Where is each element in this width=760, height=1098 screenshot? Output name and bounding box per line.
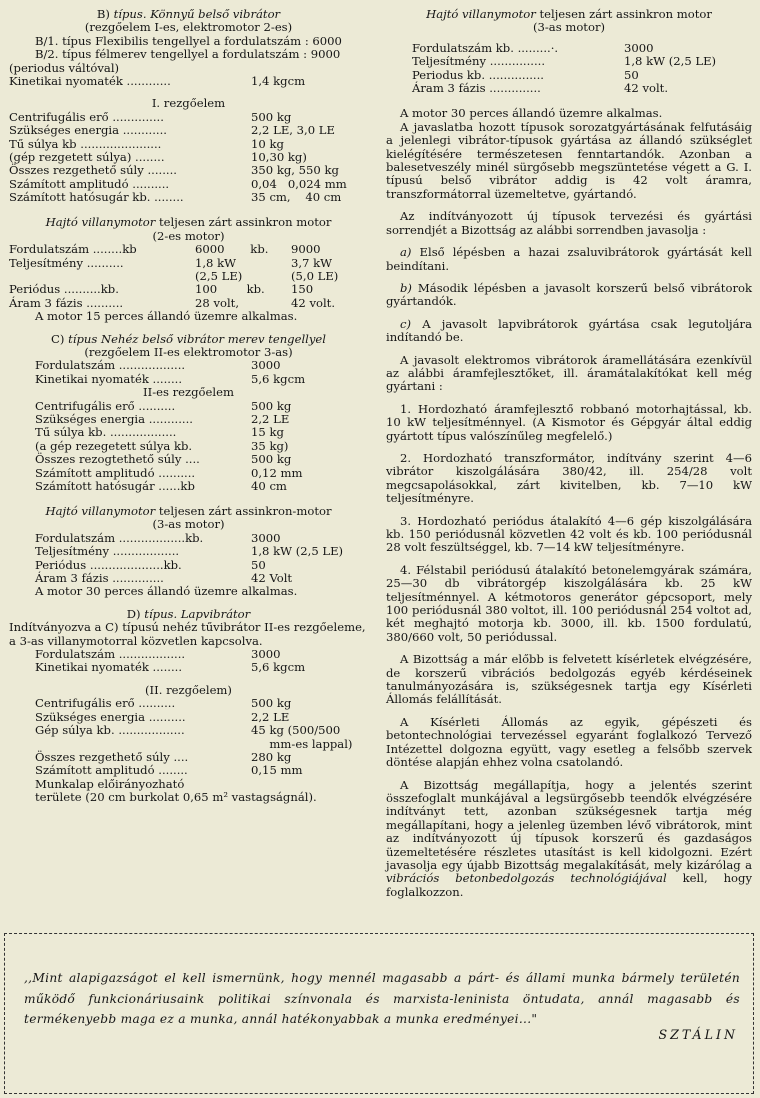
spec-row: Szükséges energia ............ 2,2 LE xyxy=(35,411,290,426)
spec-row: Teljesítmény .......... 1,8 kW 3,7 kW xyxy=(9,255,333,270)
c-subtitle: (rezgőelem II-es elektromotor 3-as) xyxy=(84,344,293,359)
section-heading: II-es rezgőelem xyxy=(143,385,234,400)
c-spec-table-2 xyxy=(9,400,368,494)
spec-row: Tű súlya kb ...................... 10 kg xyxy=(9,136,284,151)
spec-row: Számított amplitudó .......... 0,04 0,024 mm xyxy=(9,176,347,191)
list-item: b) Második lépésben a javasolt korszerű belső vibrátorok gyártandók. xyxy=(386,280,752,309)
spec-row: Fordulatszám ..................kb. 3000 xyxy=(35,530,281,545)
spec-row: Tű súlya kb. .................. 15 kg xyxy=(35,425,284,440)
spec-row: Számított hatósugár kb. ........ 35 cm, 40 cm xyxy=(9,190,342,205)
list-item: c) A javasolt lapvibrátorok gyártása csak legutoljára indítandó be. xyxy=(386,316,753,345)
paragraph: A javaslatba hozott típusok sorozatgyártásának felfutásáig a jelenlegi vibrátor-típusok gyártása az állandó szükséglet kielégítésére természetesen fenntartandók. Azonban a balesetveszély minél sürgősebb megszüntetése végett a G. I. típusú belső vibrátor addig is 42 volt áramra, transzformátorral üzemeltetve, gyártandó. xyxy=(386,119,752,201)
motor-heading: Hajtó villanymotor teljesen zárt assinkron motor xyxy=(45,215,332,230)
paragraph: 1. Hordozható áramfejlesztő robbanó motorhajtással, kb. 10 kW teljesítménnyel. (A Kismotor és Gépgyár által eddig gyártott típus valószínűleg megfelelő.) xyxy=(386,401,752,443)
spec-row: Kinetikai nyomaték ........ 5,6 kgcm xyxy=(35,660,306,675)
spec-row: Fordulatszám kb. .........·. 3000 xyxy=(412,40,654,55)
motor-subtitle: (3-as motor) xyxy=(532,20,606,35)
spec-row: Periódus ..........kb. 100 kb. 150 xyxy=(9,282,314,297)
spec-row: Áram 3 fázis .............. 42 volt. xyxy=(412,81,669,96)
spec-row: Kinetikai nyomaték ........ 5,6 kgcm xyxy=(35,371,306,386)
paragraph: A motor 30 perces állandó üzemre alkalmas. xyxy=(400,106,663,121)
closing-paragraph: A Bizottság megállapítja, hogy a jelentés szerint összefoglalt munkájával a legsürgősebb teendők elvégzésére indítványt tett, azonban szükségesnek tartja még megállapítani, hogy a jelenleg üzemben lévő vibrátorok, mint az indítványozott új típusok korszerű és gazdaságos üzemeltetésére részletes utasítást is kell kidolgozni. Ezért javasolja egy újabb Bizottság megalakítását, mely kizárólag a vibrációs betonbedolgozás technológiájával kell, hogy foglalkozzon. xyxy=(386,777,753,899)
d-last-line: területe (20 cm burkolat 0,65 m² vastagságnál). xyxy=(35,790,317,805)
motor-note: A motor 30 perces állandó üzemre alkalmas. xyxy=(35,584,298,599)
spec-row: Periodus kb. ............... 50 xyxy=(412,67,639,82)
d-spec-table xyxy=(9,648,368,675)
spec-row: Teljesítmény .................. 1,8 kW (2,5 LE) xyxy=(35,544,344,559)
section-heading: (II. rezgőelem) xyxy=(145,682,232,697)
c-spec-table xyxy=(9,359,368,386)
spec-row: Számított amplitudó ........ 0,15 mm xyxy=(35,763,303,778)
d-intro: Indítványozva a C) típusú nehéz tűvibrátor II-es rezgőeleme, a 3-as villanymotorral közvetlen kapcsolva. xyxy=(9,620,366,648)
paragraph: A javasolt elektromos vibrátorok áramellátására ezenkívül az alábbi áramfejlesztőket, ill. áramátalakítókat kell még gyártani : xyxy=(386,352,752,394)
paragraph: A Kísérleti Állomás az egyik, gépészeti és betontechnológiai tervezéssel egyaránt foglalkozó Tervező Intézettel dolgozna együtt, vagy esetleg a felsőbb szervek döntése alapján ehhez volna csatolandó. xyxy=(386,714,752,770)
b-heading: B) típus. Könnyű belső vibrátor xyxy=(96,7,281,21)
spec-row: Számított amplitudó .......... 0,12 mm xyxy=(35,465,303,480)
motor-subtitle: (3-as motor) xyxy=(152,517,225,532)
spec-row: Szükséges energia ............ 2,2 LE, 3,0 LE xyxy=(9,123,335,138)
spec-row: (2,5 LE) (5,0 LE) xyxy=(195,268,339,283)
right-column xyxy=(386,8,752,899)
left-column xyxy=(9,8,368,805)
paragraph: 4. Félstabil periódusú átalakító betonelemgyárak számára, 25—30 db vibrátorgép kiszolgálására kb. 25 kW teljesítménnyel. A kétmotoros generátor gépcsoport, mely 100 periódusnál 380 voltot, ill. 100 periódusnál 254 voltot ad, két meghajtó motorja kb. 3000, ill. kb. 1500 fordulatú, 380/660 volt, 50 periódussal. xyxy=(386,562,752,644)
quote-author: SZTÁLIN xyxy=(658,1027,738,1042)
c-heading: C) típus Nehéz belső vibrátor merev tengellyel xyxy=(50,331,326,346)
spec-row: Teljesítmény ............... 1,8 kW (2,5 LE) xyxy=(412,54,717,69)
d-heading: D) típus. Lapvibrátor xyxy=(126,606,251,621)
spec-row: (gép rezgetett súlya) ........ 10,30 kg) xyxy=(9,150,307,165)
spec-row: mm-es lappal) xyxy=(251,736,353,751)
b-variant-1: B/1. típus Flexibilis tengellyel a fordulatszám : 6000 xyxy=(35,33,342,48)
paragraph: 2. Hordozható transzformátor, indítvány szerint 4—6 vibrátor kiszolgálására 380/42, ill. 254/28 volt megcsapolásokkal, zárt kivitelben, kb. 7—10 kW teljesítményre. xyxy=(386,450,752,506)
paragraph: Az indítványozott új típusok tervezési és gyártási sorrendjét a Bizottság az alábbi sorrendben javasolja : xyxy=(386,209,752,237)
spec-row: Gép súlya kb. .................. 45 kg (500/500 xyxy=(35,723,341,738)
d-spec-table-2 xyxy=(9,697,368,804)
spec-row: (a gép rezegetett súlya kb. 35 kg) xyxy=(35,438,289,453)
b-period: (periodus váltóval) xyxy=(9,60,120,75)
motor-table xyxy=(9,532,368,599)
spec-row: Áram 3 fázis .......... 28 volt, 42 volt. xyxy=(9,295,336,310)
spec-row: Centrifugális erő .......... 500 kg xyxy=(35,398,292,413)
quote-text: ,,Mint alapigazságot el kell ismernünk, hogy mennél magasabb a párt- és állami munka bármely területén működő funkcionáriusaink politikai színvonala és marxista-leninista öntudata, annál magasabb és termékenyebb maga ez a munka, annál hatékonyabbak a munka eredményei..." xyxy=(24,971,740,1027)
spec-row: Centrifugális erő .......... 500 kg xyxy=(35,696,292,711)
motor-subtitle: (2-es motor) xyxy=(152,228,225,243)
spec-row: Periódus ....................kb. 50 xyxy=(35,557,266,572)
spec-row: Fordulatszám .................. 3000 xyxy=(35,647,281,662)
spec-row: Összes rezogtethető súly .... 500 kg xyxy=(35,452,292,467)
motor-heading: Hajtó villanymotor teljesen zárt assinkron motor xyxy=(426,7,712,21)
b-variant-2: B/2. típus félmerev tengellyel a fordulatszám : 9000 xyxy=(35,47,341,62)
section-heading: I. rezgőelem xyxy=(151,96,226,111)
motor-heading: Hajtó villanymotor teljesen zárt assinkron-motor xyxy=(45,504,332,518)
spec-row: Fordulatszám ........kb 6000 kb. 9000 xyxy=(9,242,321,257)
paragraph: 3. Hordozható periódus átalakító 4—6 gép kiszolgálására kb. 150 periódusnál közvetlen 42 volt és kb. 100 periódusnál 28 volt feszültséggel, kb. 7—14 kW teljesítményre. xyxy=(386,513,752,555)
spec-row: Összes rezgethető súly .... 280 kg xyxy=(35,749,292,764)
i-spec-table xyxy=(9,111,368,205)
spec-row: Centrifugális erő .............. 500 kg xyxy=(9,109,292,124)
b-subtitle: (rezgőelem I-es, elektromotor 2-es) xyxy=(84,20,293,35)
d-munka: Munkalap előirányozható xyxy=(35,776,185,791)
spec-row: Összes rezgethető súly ........ 350 kg, 550 kg xyxy=(9,163,339,178)
spec-row: Számított hatósugár ......kb 40 cm xyxy=(35,479,287,493)
motor-table xyxy=(9,243,368,310)
motor-table xyxy=(386,42,752,96)
spec-row: Kinetikai nyomaték ............ 1,4 kgcm xyxy=(9,74,306,89)
list-item: a) Első lépésben a hazai zsaluvibrátorok gyártását kell beindítani. xyxy=(386,245,752,273)
motor-note: A motor 15 perces állandó üzemre alkalmas. xyxy=(35,309,298,324)
spec-row: Fordulatszám .................. 3000 xyxy=(35,358,281,373)
paragraph: A Bizottság a már előbb is felvetett kísérletek elvégzésére, de korszerű vibrációs bedolgozás egyéb kérdéseinek tanulmányozására is, szükségesnek tartja egy Kísérleti Állomás felállítását. xyxy=(386,652,752,707)
spec-row: Szükséges energia .......... 2,2 LE xyxy=(35,709,290,724)
spec-row: Áram 3 fázis .............. 42 Volt xyxy=(35,571,293,586)
